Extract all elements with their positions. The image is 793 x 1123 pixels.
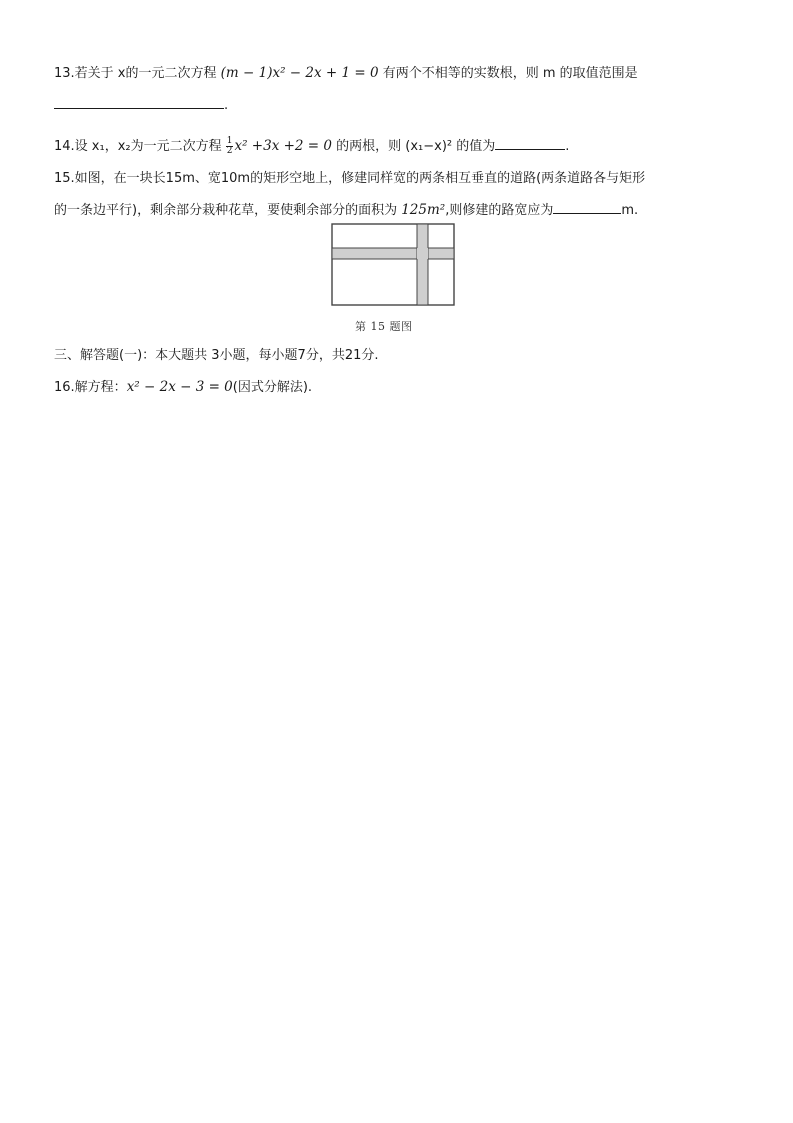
question-15-line1: 15.如图，在一块长15m、宽10m的矩形空地上，修建同样宽的两条相互垂直的道路(两条道路各与矩形	[54, 171, 646, 186]
vertical-road	[417, 224, 428, 305]
q14-answer-blank[interactable]	[495, 135, 565, 150]
q15-answer-blank[interactable]	[553, 199, 621, 214]
horizontal-road	[332, 248, 454, 259]
q15-line2-suffix: ,则修建的路宽应为	[445, 203, 554, 218]
q13-equation: (m − 1)x² − 2x + 1 = 0	[220, 65, 379, 81]
question-16	[54, 378, 312, 397]
q15-line2-prefix: 的一条边平行)，剩余部分栽种花草，要使剩余部分的面积为	[54, 203, 402, 218]
q13-answer-blank[interactable]	[54, 94, 224, 109]
q14-prefix: 14.设 x₁，x₂为一元二次方程	[54, 139, 226, 154]
q15-unit: m.	[621, 203, 639, 218]
figure-caption: 第 15 题图	[355, 320, 413, 333]
q13-suffix: 有两个不相等的实数根，则 m 的取值范围是	[378, 66, 638, 81]
road-rectangle-figure	[331, 223, 456, 307]
q14-fraction	[226, 137, 234, 156]
q15-area: 125m²	[401, 202, 446, 218]
field-rectangle	[332, 224, 454, 305]
question-14	[54, 135, 569, 156]
q14-end: .	[565, 139, 570, 154]
question-13-answer-line	[54, 94, 228, 115]
q16-prefix: 16.解方程：	[54, 380, 127, 395]
road-intersection	[417, 248, 428, 259]
q16-suffix: (因式分解法).	[232, 380, 313, 395]
q14-frac-numerator: 1	[226, 136, 233, 146]
q16-equation: x² − 2x − 3 = 0	[126, 379, 233, 395]
q13-prefix: 13.若关于 x的一元二次方程	[54, 66, 221, 81]
question-15-line2	[54, 199, 638, 220]
q14-middle: 的两根，则 (x₁−x)² 的值为	[332, 139, 496, 154]
q14-frac-denominator: 2	[226, 146, 233, 156]
question-13	[54, 64, 638, 83]
q14-equation: x² +3x +2 = 0	[234, 138, 332, 154]
q13-end: .	[224, 98, 229, 113]
section-3-heading: 三、解答题(一)：本大题共 3小题，每小题7分，共21分.	[54, 348, 379, 363]
